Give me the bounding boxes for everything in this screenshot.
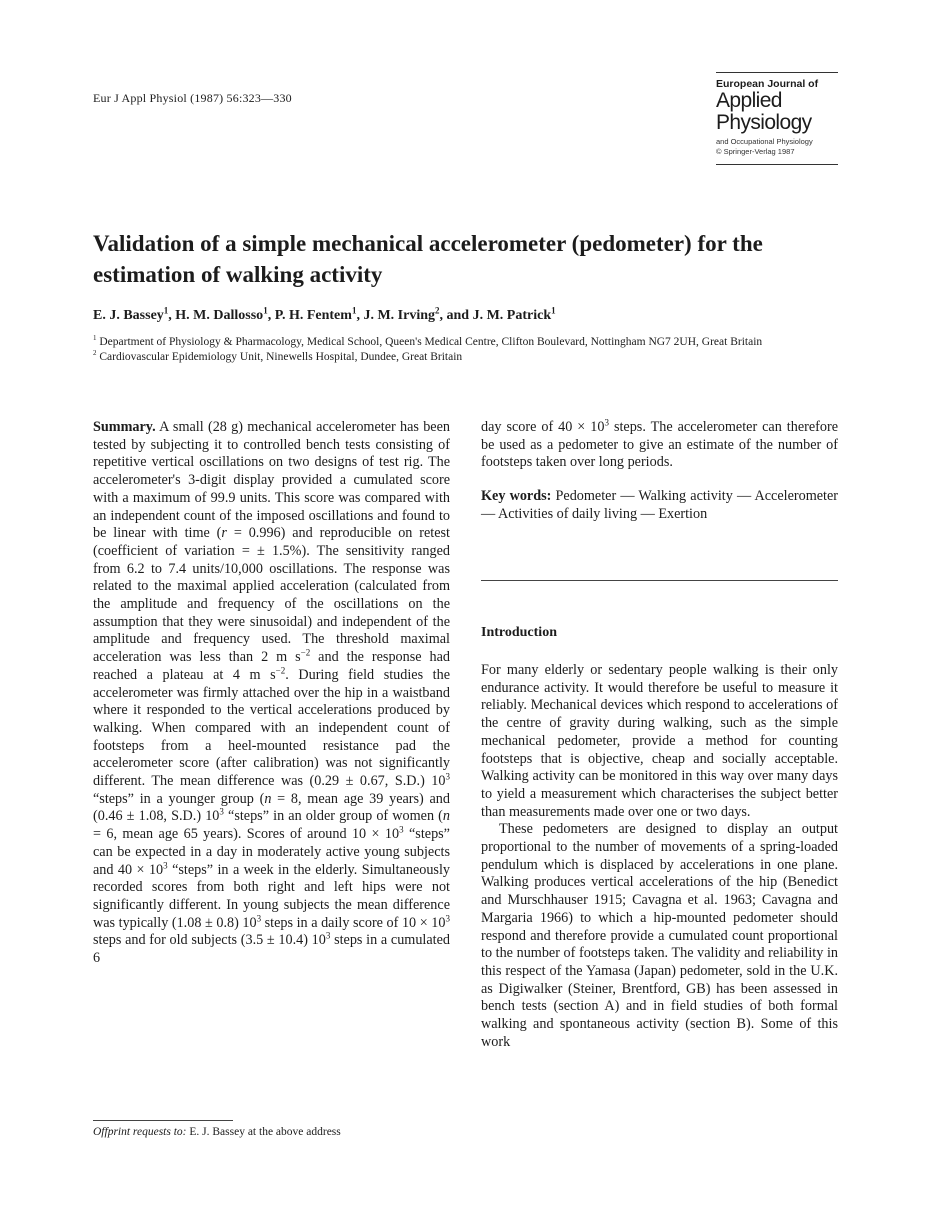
summary-text: = 8, mean age 39 years) and (0.46 ± 1.08, S.D.) 10 (93, 790, 450, 825)
exponent: −2 (300, 647, 311, 658)
author-separator: , (267, 308, 275, 323)
summary-column-right (481, 419, 838, 524)
summary-continuation (481, 419, 838, 472)
summary-exp-prefix: day score of 40 × 10 (481, 419, 605, 435)
logo-top-rule (716, 72, 838, 73)
footnote-label: Offprint requests to: (93, 1126, 187, 1138)
logo-journal-of: European Journal of (716, 78, 819, 90)
author-affiliation-mark: 2 (435, 305, 440, 316)
logo-subtitle: and Occupational Physiology (716, 137, 813, 146)
summary-text: = 0.996) and reproducible on retest (coefficient of variation = ± 1.5%). The sensitivity ranged from 6.2 to 7.4 units/10,000 oscillations. The response was related to the maximal applied acceleration (calculated from the amplitude and frequency of the oscillations on the assumption that they were sinusoidal) and independent of the amplitude and frequency used. The threshold maximal acceleration was less than 2 m s (93, 525, 450, 666)
keywords-divider (481, 580, 838, 581)
summary-text: steps and for old subjects (3.5 ± 10.4) 10 (93, 932, 326, 949)
summary-text: steps in a cumulated 6 (93, 932, 450, 967)
author-name: J. M. Irving (363, 308, 435, 323)
exponent: 3 (445, 912, 450, 923)
summary-text: steps in a daily score of 10 × 10 (261, 914, 446, 931)
summary-paragraph (93, 419, 450, 968)
affiliation-2 (93, 350, 853, 365)
keywords (481, 488, 838, 523)
introduction-paragraph-2: These pedometers are designed to display an output proportional to the number of movements of a spring-loaded pendulum which is displaced by accelerations in one plane. Walking produces vertical accelerations of the hip (Benedict and Murschhauser 1915; Cavagna et al. 1963; Cavagna and Margaria 1966) to which a hip-mounted pedometer should respond and therefore provide a cumulated count proportional to the number of footsteps taken. The validity and reliability in this respect of the Yamasa (Japan) pedometer, sold in the U.K. as Digiwalker (Steiner, Brentford, GB) has been assessed in bench tests (section A) and in field studies of both formal walking and spontaneous activity (section B). Some of this work (481, 821, 838, 1050)
author-separator: , and (439, 308, 473, 323)
author-affiliation-mark: 1 (351, 305, 357, 316)
affiliations (93, 335, 853, 364)
affiliation-mark: 2 (93, 348, 97, 357)
exponent: 3 (219, 806, 224, 817)
author-separator: , (356, 308, 364, 323)
affiliation-mark: 1 (93, 334, 97, 343)
summary-text: steps. The accelerometer can therefore be used as a pedometer to give an estimate of the number of footsteps taken over long periods. (481, 419, 838, 471)
section-heading-introduction: Introduction (481, 625, 557, 640)
summary-text: “steps” can be expected in a day in moderately active young subjects and 40 × 10 (93, 826, 450, 878)
exponent: 3 (163, 859, 168, 870)
variable-n: n (442, 808, 450, 825)
introduction-paragraph-1: For many elderly or sedentary people walking is their only endurance activity. It would therefore be useful to measure it reliably. Mechanical devices which respond to accelerations of the centre of gravity during walking, such as the simple mechanical pedometer, provide a method for counting footsteps that is objective, cheap and socially acceptable. Walking activity can be monitored in this way over many days to yield a measurement which characterises the subject better than measurements made over one or two days. (481, 662, 838, 820)
affiliation-text: Department of Physiology & Pharmacology, Medical School, Queen's Medical Centre, Clifton Boulevard, Nottingham NG7 2UH, Great Britain (99, 336, 763, 348)
keywords-text: Pedometer — Walking activity — Accelerometer — Activities of daily living — Exertion (481, 488, 839, 522)
summary-text: A small (28 g) mechanical accelerometer has been tested by subjecting it to controlled bench tests consisting of repetitive vertical oscillations on two designs of test rig. The accelerometer's 3-digit display provided a cumulated score with a maximum of 99.9 units. This score was compared with an independent count of the imposed oscillations and found to be linear with time ( (93, 419, 450, 542)
exponent: 3 (256, 912, 262, 923)
affiliation-text: Cardiovascular Epidemiology Unit, Ninewells Hospital, Dundee, Great Britain (99, 350, 463, 363)
summary-label: Summary. (93, 419, 156, 435)
exponent: 3 (399, 824, 404, 835)
logo-applied: Applied (716, 89, 782, 112)
author-affiliation-mark: 1 (263, 305, 268, 316)
summary-text: = 6, mean age 65 years). Scores of around 10 × 10 (93, 826, 400, 843)
author-affiliation-mark: 1 (551, 305, 556, 316)
logo-copyright: © Springer-Verlag 1987 (716, 147, 795, 156)
author-name: H. M. Dallosso (175, 308, 264, 323)
summary-text: “steps” in a younger group ( (93, 790, 265, 807)
keywords-label: Key words: (481, 488, 552, 505)
author-affiliation-mark: 1 (163, 305, 169, 316)
author-separator: , (168, 308, 176, 323)
variable-r: r (221, 525, 227, 542)
affiliation-1 (93, 335, 853, 350)
author-name: E. J. Bassey (93, 308, 164, 323)
summary-column-left (93, 419, 450, 968)
introduction-body (481, 662, 838, 1051)
exponent: 3 (604, 417, 609, 428)
logo-physiology: Physiology (716, 111, 812, 134)
journal-logo (716, 72, 838, 168)
summary-text: “steps” in an older group of women ( (223, 808, 443, 825)
footnote-divider (93, 1120, 233, 1121)
variable-n: n (264, 790, 272, 807)
summary-text: . During field studies the accelerometer was firmly attached over the hip in a waistband where it responded to the vertical accelerations produced by walking. When compared with an independent count of footsteps from a heel-mounted resistance pad the accelerometer score (after calibration) was not significantly different. The mean difference was (0.29 ± 0.67, S.D.) 10 (93, 666, 451, 790)
article-title: Validation of a simple mechanical accelerometer (pedometer) for the estimation of walking activity (93, 231, 763, 287)
logo-bottom-rule (716, 164, 838, 165)
journal-citation: Eur J Appl Physiol (1987) 56:323—330 (93, 91, 292, 105)
summary-text: and the response had reached a plateau at 4 m s (93, 649, 450, 683)
author-list (93, 305, 556, 324)
exponent: −2 (275, 665, 286, 676)
author-name: P. H. Fentem (274, 308, 352, 323)
summary-text: “steps” in a week in the elderly. Simultaneously recorded scores from both right and left hips were not significantly different. In young subjects the mean difference was typically (1.08 ± 0.8) 10 (93, 861, 450, 931)
exponent: 3 (445, 771, 450, 782)
footnote (93, 1126, 341, 1138)
footnote-text: E. J. Bassey at the above address (186, 1126, 341, 1138)
author-name: J. M. Patrick (472, 308, 552, 323)
exponent: 3 (325, 930, 331, 941)
